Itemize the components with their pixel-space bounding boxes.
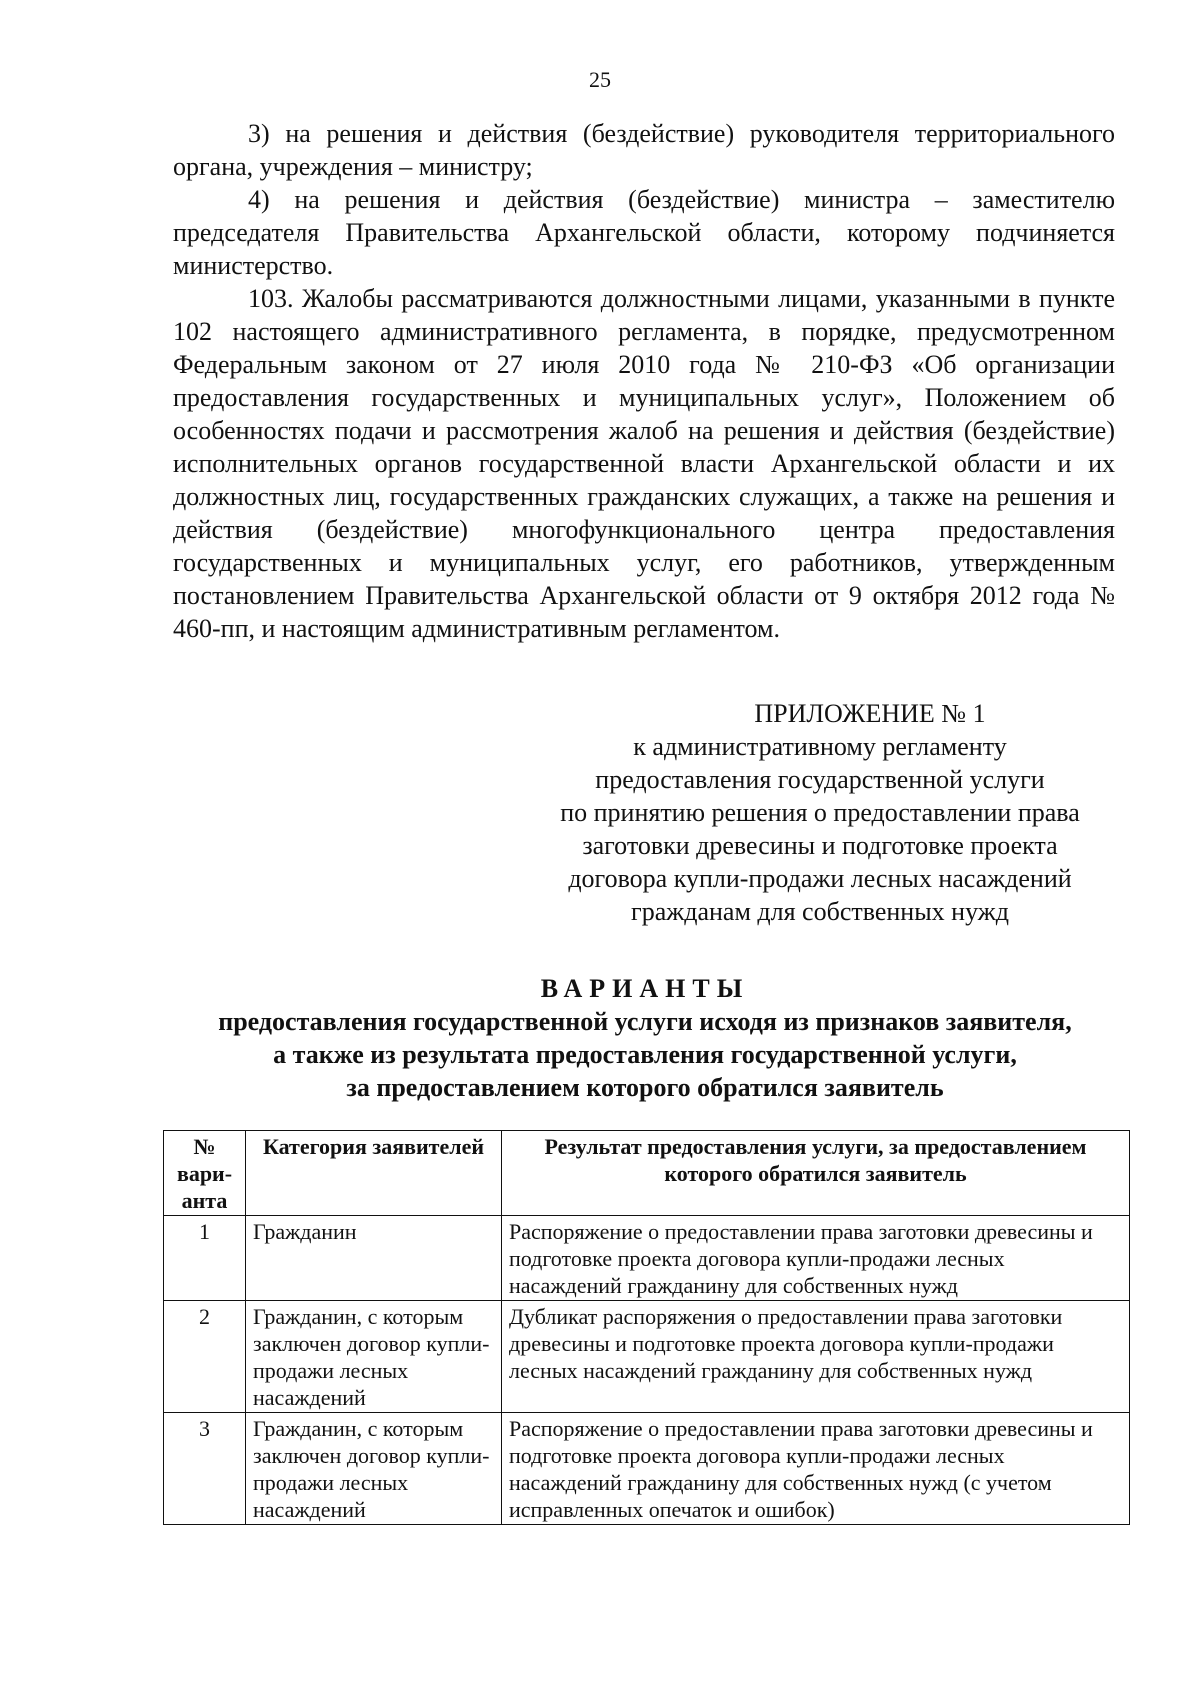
body-text: [173, 117, 1115, 645]
variant-number: 1: [164, 1216, 246, 1301]
appendix-block: [520, 697, 1120, 928]
variants-table-wrapper: [163, 1130, 1130, 1525]
heading-title: ВАРИАНТЫ: [540, 974, 750, 1003]
applicant-category: Гражданин, с которым заключен договор купли-продажи лесных насаждений: [246, 1413, 502, 1525]
service-result: Дубликат распоряжения о предоставлении права заготовки древесины и подготовке проекта договора купли-продажи лесных насаждений гражданину для собственных нужд: [502, 1301, 1130, 1413]
paragraph-item-3: 3) на решения и действия (бездействие) руководителя территориального органа, учреждения – министру;: [173, 119, 1115, 181]
page-number: 25: [589, 67, 611, 92]
section-heading: [130, 972, 1160, 1104]
applicant-category: Гражданин, с которым заключен договор купли-продажи лесных насаждений: [246, 1301, 502, 1413]
paragraph-item-4: 4) на решения и действия (бездействие) министра – заместителю председателя Правительства Архангельской области, которому подчиняется министерство.: [173, 185, 1115, 280]
table-row: [164, 1301, 1130, 1413]
heading-line: за предоставлением которого обратился заявитель: [346, 1073, 944, 1102]
appendix-line: предоставления государственной услуги: [595, 765, 1045, 794]
service-result: Распоряжение о предоставлении права заготовки древесины и подготовке проекта договора купли-продажи лесных насаждений гражданину для собственных нужд (с учетом исправленных опечаток и ошибок): [502, 1413, 1130, 1525]
header-variant-number: № вари-анта: [164, 1131, 246, 1216]
table-row: [164, 1413, 1130, 1525]
appendix-line: заготовки древесины и подготовке проекта: [582, 831, 1058, 860]
variants-table: [163, 1130, 1130, 1525]
appendix-line: договора купли-продажи лесных насаждений: [568, 864, 1072, 893]
appendix-line: гражданам для собственных нужд: [631, 897, 1009, 926]
appendix-title: ПРИЛОЖЕНИЕ № 1: [754, 699, 986, 728]
applicant-category: Гражданин: [246, 1216, 502, 1301]
header-service-result: Результат предоставления услуги, за предоставлением которого обратился заявитель: [502, 1131, 1130, 1216]
appendix-line: к административному регламенту: [633, 732, 1007, 761]
table-row: [164, 1216, 1130, 1301]
heading-line: предоставления государственной услуги исходя из признаков заявителя,: [218, 1007, 1072, 1036]
header-applicant-category: Категория заявителей: [246, 1131, 502, 1216]
variant-number: 2: [164, 1301, 246, 1413]
table-header-row: [164, 1131, 1130, 1216]
appendix-line: по принятию решения о предоставлении права: [560, 798, 1080, 827]
heading-line: а также из результата предоставления государственной услуги,: [273, 1040, 1017, 1069]
variant-number: 3: [164, 1413, 246, 1525]
service-result: Распоряжение о предоставлении права заготовки древесины и подготовке проекта договора купли-продажи лесных насаждений гражданину для собственных нужд: [502, 1216, 1130, 1301]
paragraph-103: 103. Жалобы рассматриваются должностными лицами, указанными в пункте 102 настоящего административного регламента, в порядке, предусмотренном Федеральным законом от 27 июля 2010 года № 210-ФЗ «Об организации предоставления государственных и муниципальных услуг», Положением об особенностях подачи и рассмотрения жалоб на решения и действия (бездействие) исполнительных органов государственной власти Архангельской области и их должностных лиц, государственных гражданских служащих, а также на решения и действия (бездействие) многофункционального центра предоставления государственных и муниципальных услуг, его работников, утвержденным постановлением Правительства Архангельской области от 9 октября 2012 года № 460-пп, и настоящим административным регламентом.: [173, 284, 1115, 643]
